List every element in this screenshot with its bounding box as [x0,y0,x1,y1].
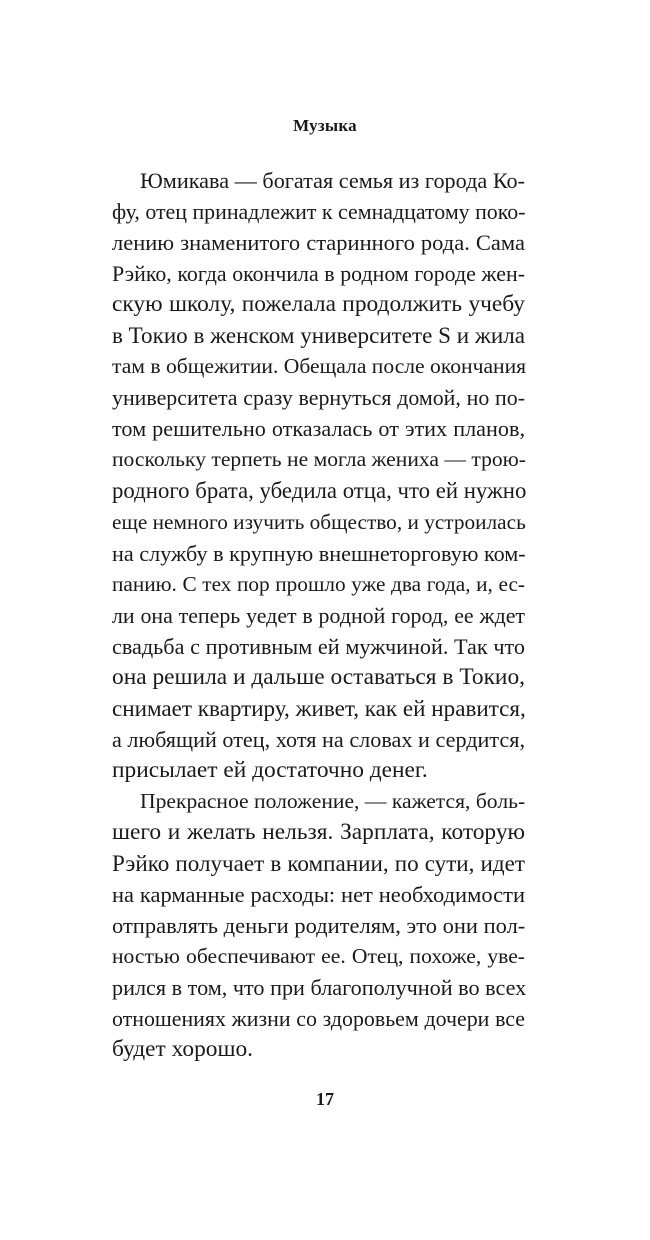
text-line: лению знаменитого старинного рода. Сама [112,230,525,256]
text-line: рился в том, что при благополучной во всех [112,975,527,1001]
text-line: панию. С тех пор прошло уже два года, и, ес- [112,571,525,596]
text-line: ли она теперь уедет в родной город, ее ждет [112,602,525,628]
text-line: фу, отец принадлежит к семнадцатому поко- [112,199,526,225]
text-line: университета сразу вернуться домой, но по- [112,385,525,411]
text-line: будет хорошо. [112,1036,254,1063]
page-number: 17 [316,1089,334,1109]
text-line: она решила и дальше оставаться в Токио, [112,663,525,690]
text-line: еще немного изучить общество, и устроилась [112,509,526,534]
paragraph-1 [112,165,525,786]
text-line: на службу в крупную внешнеторговую ком- [112,540,526,566]
text-line: Юмикава — богатая семья из города Ко- [140,168,525,193]
text-line: ностью обеспечивают ее. Отец, похоже, уве- [112,944,525,969]
text-line: поскольку терпеть не могла жениха — трою- [112,447,526,472]
text-line: скую школу, пожелала продолжить учебу [112,291,525,318]
text-line: отправлять деньги родителям, это они пол- [112,913,526,939]
text-line: Рэйко получает в компании, по сути, идет [112,850,525,877]
text-line: родного брата, убедила отца, что ей нужно [112,478,527,504]
text-line: Прекрасное положение, — кажется, боль- [140,788,526,813]
paragraph-2 [112,786,525,1065]
body-text [112,165,525,1065]
running-head: Музыка [293,116,357,135]
text-line: снимает квартиру, живет, как ей нравится, [112,694,526,721]
text-line: присылает ей достаточно денег. [112,756,428,783]
text-line: а любящий отец, хотя на словах и сердится, [112,726,525,752]
text-line: Рэйко, когда окончила в родном городе жен- [112,261,525,287]
text-line: отношениях жизни со здоровьем дочери все [112,1006,525,1032]
text-line: свадьба с противным ей мужчиной. Так что [112,633,525,659]
text-line: там в общежитии. Обещала после окончания [112,354,527,379]
text-line: том решительно отказалась от этих планов, [112,416,525,442]
text-line: в Токио в женском университете S и жила [112,322,525,349]
text-line: на карманные расходы: нет необходимости [112,882,525,908]
text-line: шего и желать нельзя. Зарплата, которую [112,818,525,845]
